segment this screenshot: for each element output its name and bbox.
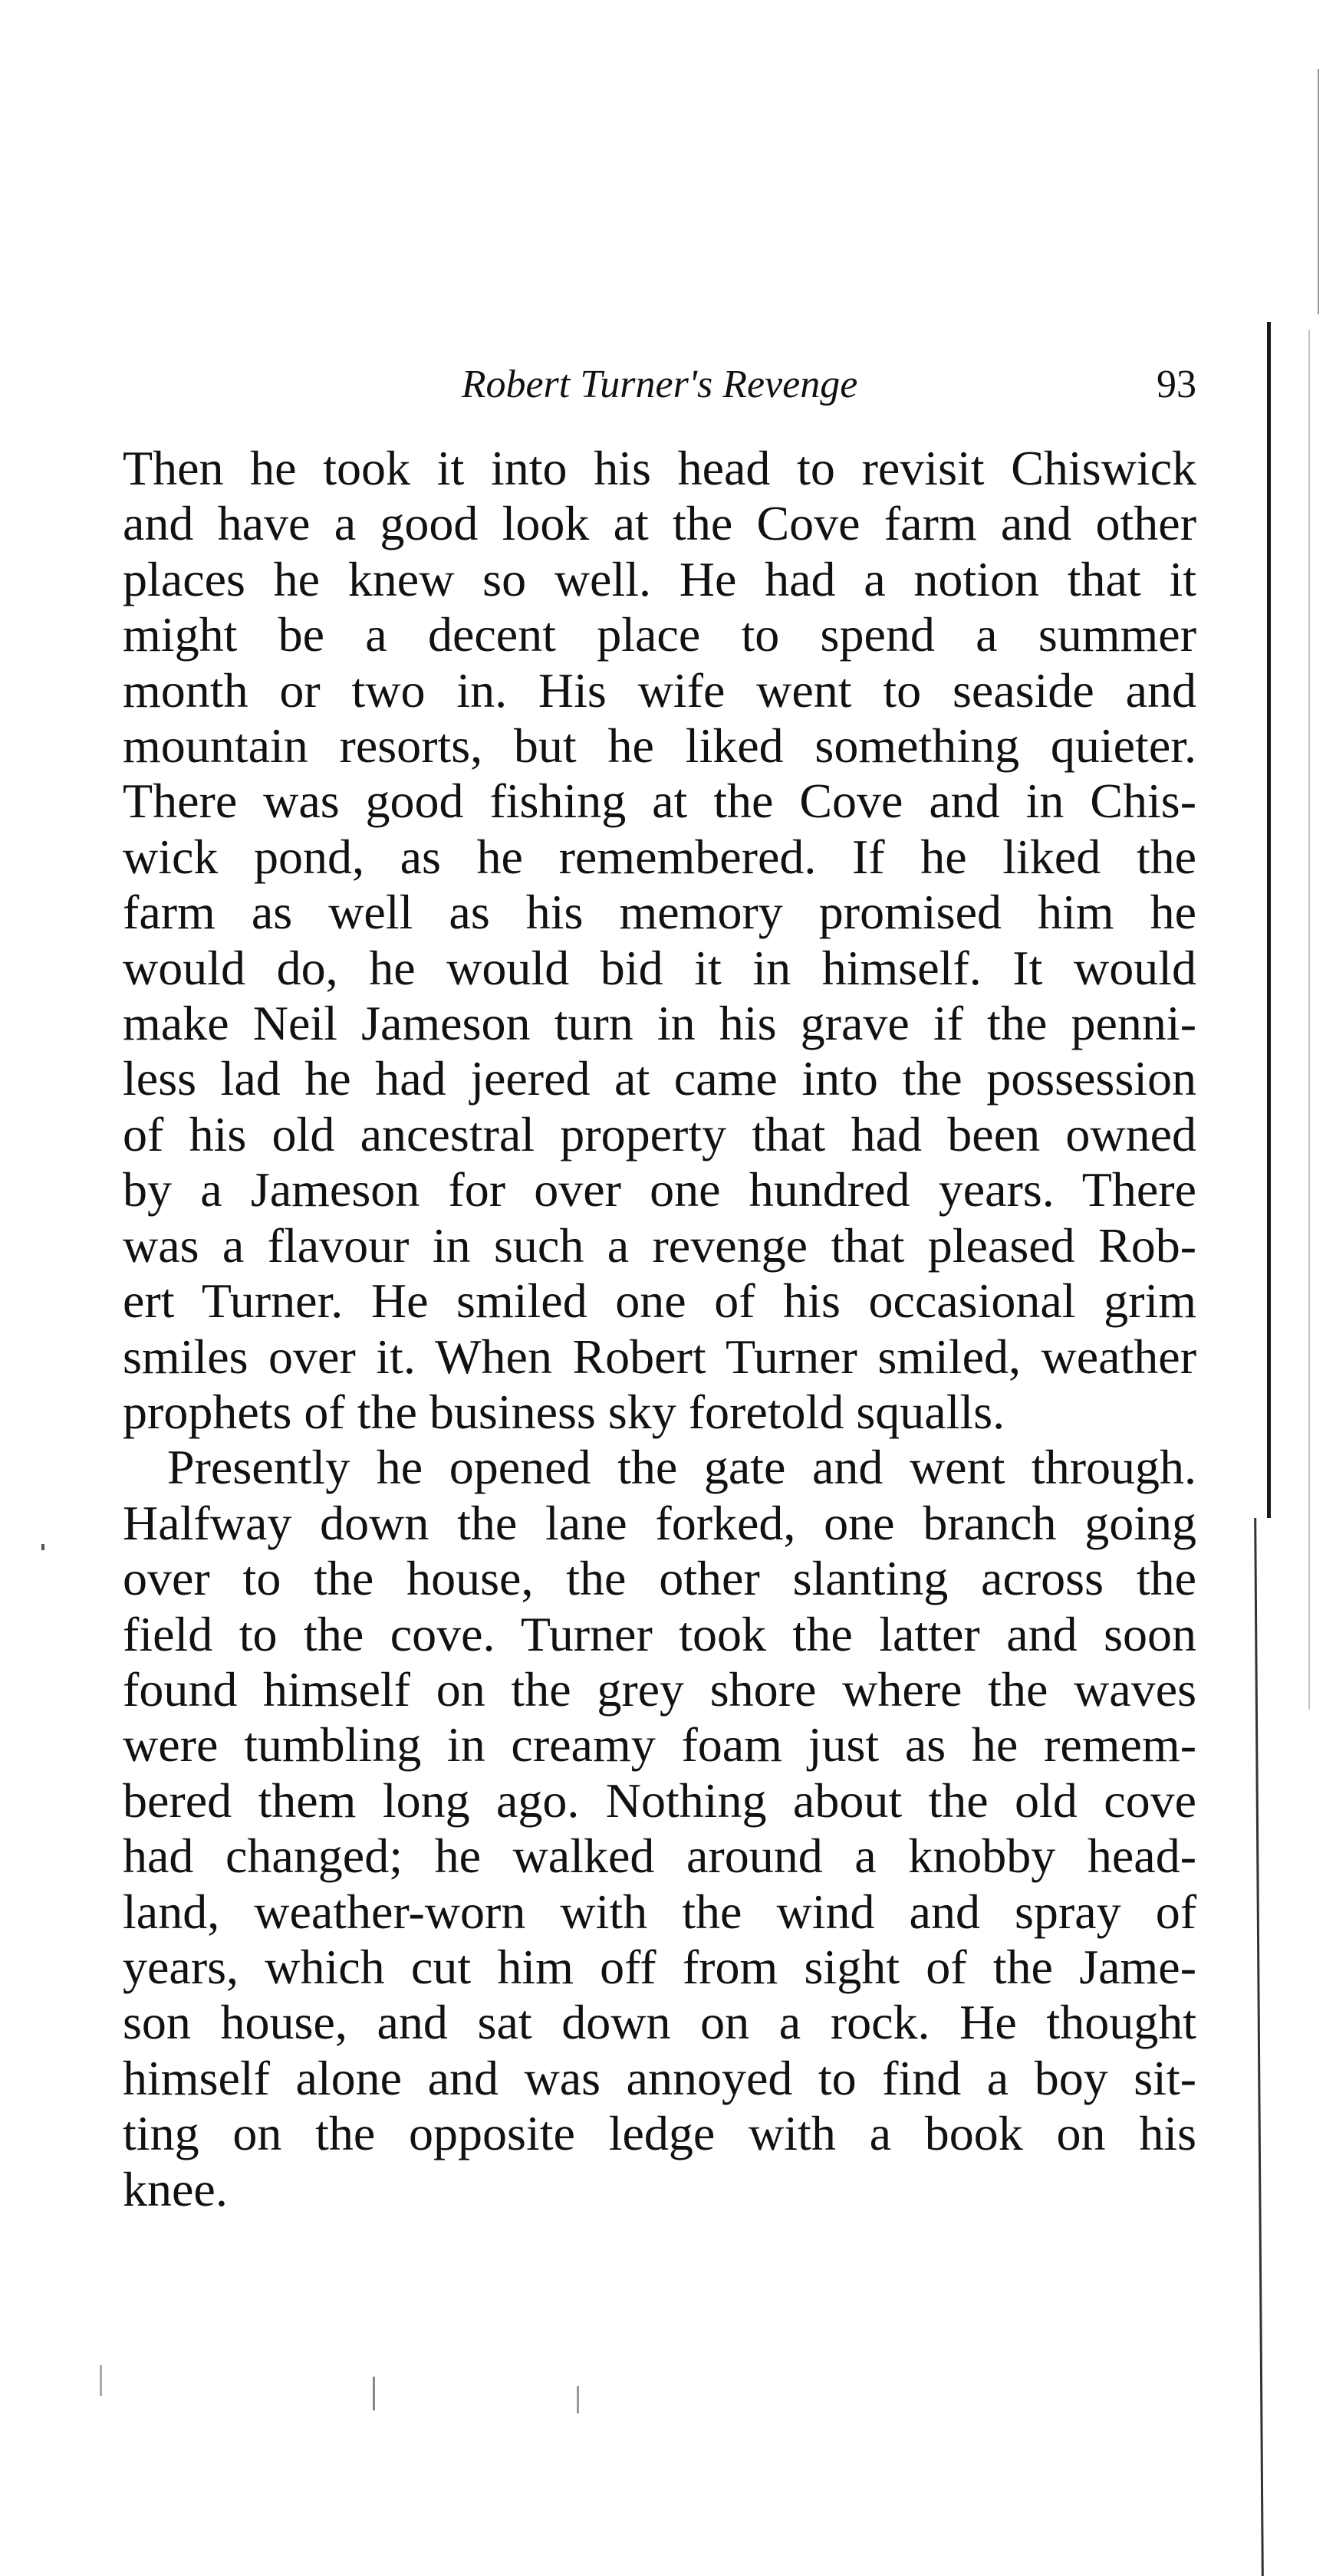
text-line: month or two in. His wife went to seaside and (123, 662, 1196, 718)
text-line: of his old ancestral property that had been owned (123, 1106, 1196, 1162)
running-title: Robert Turner's Revenge (461, 363, 858, 406)
scan-speck (577, 2386, 579, 2413)
text-line: ert Turner. He smiled one of his occasional grim (123, 1273, 1196, 1329)
text-line: and have a good look at the Cove farm and other (123, 496, 1196, 551)
scan-speck (373, 2377, 375, 2410)
text-line: less lad he had jeered at came into the possession (123, 1051, 1196, 1106)
page-number: 93 (1157, 363, 1196, 406)
text-line: ting on the opposite ledge with a book on his (123, 2106, 1196, 2161)
scan-speck (100, 2365, 102, 2396)
running-head (123, 354, 1196, 416)
text-line: son house, and sat down on a rock. He thought (123, 1995, 1196, 2050)
text-line: had changed; he walked around a knobby head- (123, 1829, 1196, 1884)
text-line: might be a decent place to spend a summer (123, 607, 1196, 662)
body-text (123, 441, 1196, 2217)
text-line: was a flavour in such a revenge that pleased Rob- (123, 1217, 1196, 1273)
text-line: Then he took it into his head to revisit Chiswick (123, 441, 1196, 495)
text-line: Presently he opened the gate and went through. (167, 1440, 1196, 1495)
text-line: make Neil Jameson turn in his grave if the penni- (123, 996, 1196, 1051)
scan-speck (41, 1544, 44, 1550)
paragraph-2 (123, 1440, 1196, 2217)
text-line: prophets of the business sky foretold squalls. (123, 1384, 1005, 1439)
scan-binding-line (1254, 1518, 1264, 2576)
text-line: by a Jameson for over one hundred years. There (123, 1162, 1196, 1217)
scan-edge-shadow (1318, 69, 1319, 314)
text-line: would do, he would bid it in himself. It would (123, 940, 1196, 995)
text-line: smiles over it. When Robert Turner smiled, weather (123, 1329, 1196, 1384)
text-line: places he knew so well. He had a notion that it (123, 551, 1196, 606)
text-line: were tumbling in creamy foam just as he remem- (123, 1717, 1196, 1773)
text-line: over to the house, the other slanting across the (123, 1551, 1196, 1606)
text-line: land, weather-worn with the wind and spray of (123, 1884, 1196, 1939)
text-line: There was good fishing at the Cove and in Chis- (123, 774, 1196, 829)
scan-edge-shadow (1308, 330, 1310, 1710)
text-line: bered them long ago. Nothing about the old cove (123, 1773, 1196, 1828)
text-line: field to the cove. Turner took the latter and soon (123, 1606, 1196, 1661)
text-line: years, which cut him off from sight of the Jame- (123, 1939, 1196, 1994)
text-line: found himself on the grey shore where the waves (123, 1661, 1196, 1717)
text-line: mountain resorts, but he liked something quieter. (123, 718, 1196, 774)
text-line: Halfway down the lane forked, one branch going (123, 1495, 1196, 1550)
text-line: wick pond, as he remembered. If he liked the (123, 829, 1196, 884)
text-line: knee. (123, 2161, 228, 2216)
paragraph-1 (123, 441, 1196, 1440)
scan-binding-line (1267, 322, 1271, 1518)
text-line: himself alone and was annoyed to find a boy sit- (123, 2050, 1196, 2105)
text-line: farm as well as his memory promised him he (123, 885, 1196, 940)
